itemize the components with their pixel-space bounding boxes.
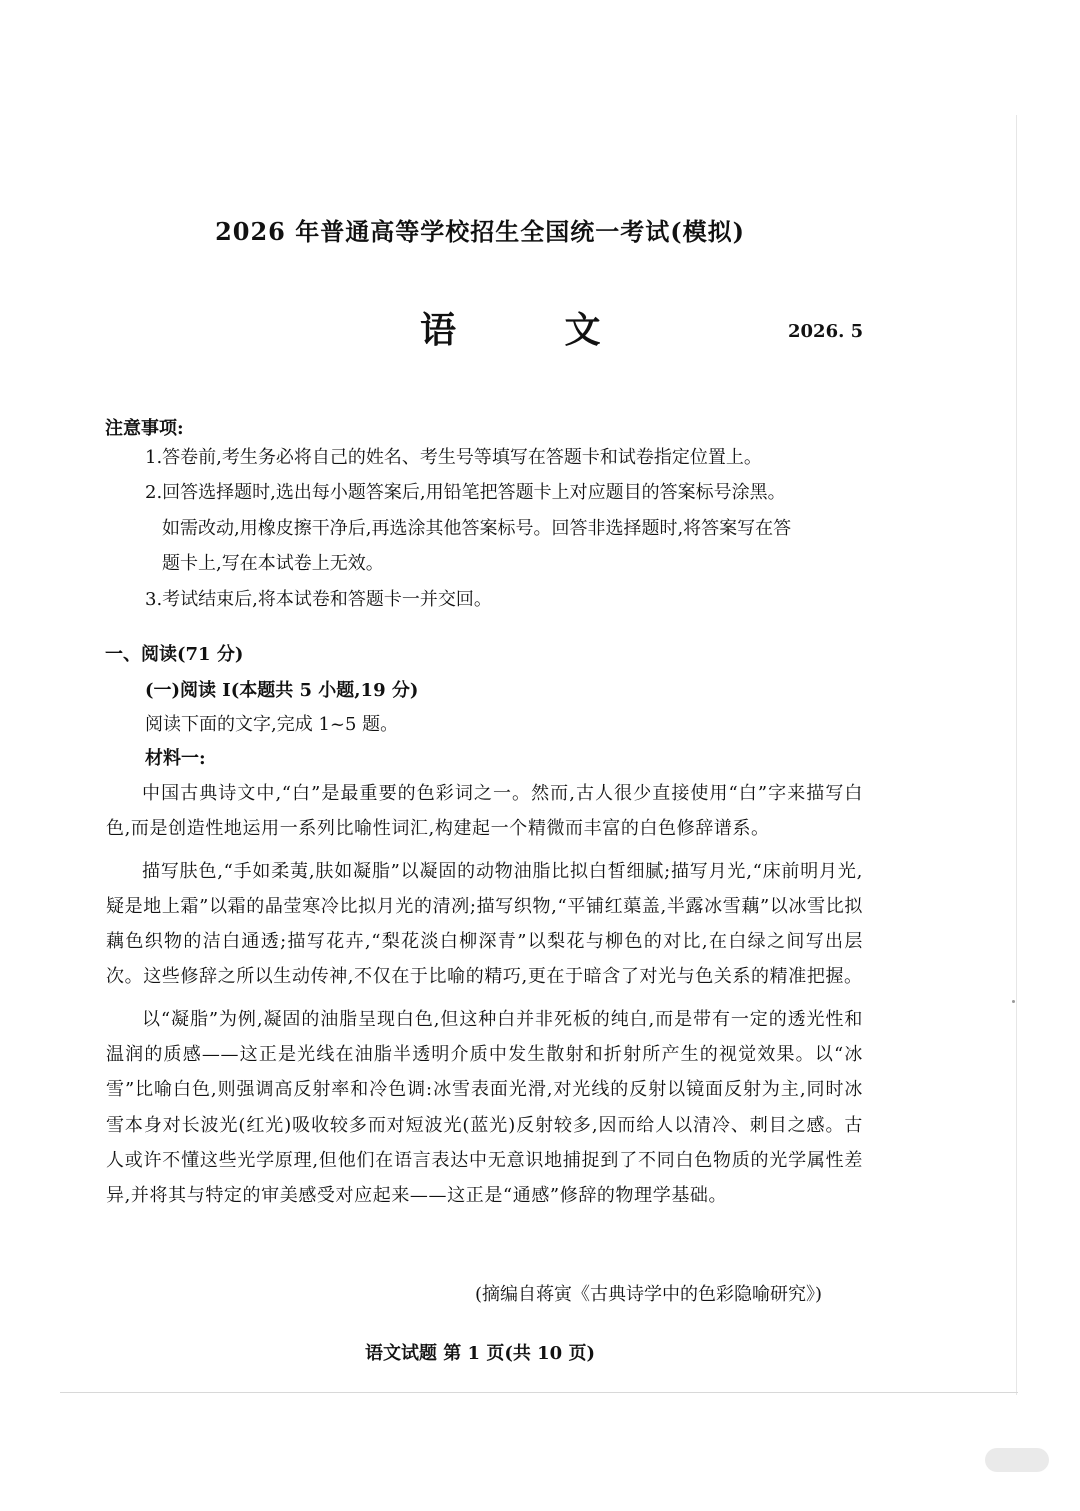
section-heading: 一、阅读(71 分) [105,644,244,665]
subsection-heading: (一)阅读 I(本题共 5 小题,19 分) [145,680,419,701]
subject-title: 语 文 [420,309,649,351]
page-edge-right [1016,115,1017,1395]
page-footer: 语文试题 第 1 页(共 10 页) [365,1343,595,1364]
exam-title: 2026 年普通高等学校招生全国统一考试(模拟) [215,217,745,246]
source-citation: (摘编自蒋寅《古典诗学中的色彩隐喻研究》) [474,1284,822,1305]
reading-passage [106,776,863,1221]
notes-item: 3.考试结束后,将本试卷和答题卡一并交回。 [145,588,492,610]
notes-item: 1.答卷前,考生务必将自己的姓名、考生号等填写在答题卡和试卷指定位置上。 [145,447,762,468]
notes-list [145,440,865,617]
passage-paragraph: 描写肤色,“手如柔荑,肤如凝脂”以凝固的动物油脂比拟白皙细腻;描写月光,“床前明月光,疑是地上霜”以霜的晶莹寒冷比拟月光的清冽;描写织物,“平铺红蕖盖,半露冰雪藕”以冰雪比拟藕色织物的洁白通透;描写花卉,“梨花淡白柳深青”以梨花与柳色的对比,在白绿之间写出层次。这些修辞之所以生动传神,不仅在于比喻的精巧,更在于暗含了对光与色关系的精准把握。 [106,860,863,988]
passage-paragraph: 中国古典诗文中,“白”是最重要的色彩词之一。然而,古人很少直接使用“白”字来描写白色,而是创造性地运用一系列比喻性词汇,构建起一个精微而丰富的白色修辞谱系。 [106,783,863,840]
material-label: 材料一: [145,748,206,769]
reading-instruction: 阅读下面的文字,完成 1~5 题。 [145,714,399,735]
scan-speck [1012,1000,1015,1003]
notes-heading: 注意事项: [105,418,184,439]
notes-item: 2.回答选择题时,选出每小题答案后,用铅笔把答题卡上对应题目的答案标号涂黑。 [145,482,786,504]
watermark-logo [985,1448,1049,1472]
page-edge-bottom [60,1392,1018,1393]
notes-item-continuation: 题卡上,写在本试卷上无效。 [162,553,384,575]
passage-paragraph: 以“凝脂”为例,凝固的油脂呈现白色,但这种白并非死板的纯白,而是带有一定的透光性和温润的质感——这正是光线在油脂半透明介质中发生散射和折射所产生的视觉效果。以“冰雪”比喻白色,则强调高反射率和冷色调:冰雪表面光滑,对光线的反射以镜面反射为主,同时冰雪本身对长波光(红光)吸收较多而对短波光(蓝光)反射较多,因而给人以清冷、刺目之感。古人或许不懂这些光学原理,但他们在语言表达中无意识地捕捉到了不同白色物质的光学属性差异,并将其与特定的审美感受对应起来——这正是“通感”修辞的物理学基础。 [106,1008,863,1207]
notes-item-continuation: 如需改动,用橡皮擦干净后,再选涂其他答案标号。回答非选择题时,将答案写在答 [162,517,792,539]
exam-date: 2026. 5 [788,321,864,342]
